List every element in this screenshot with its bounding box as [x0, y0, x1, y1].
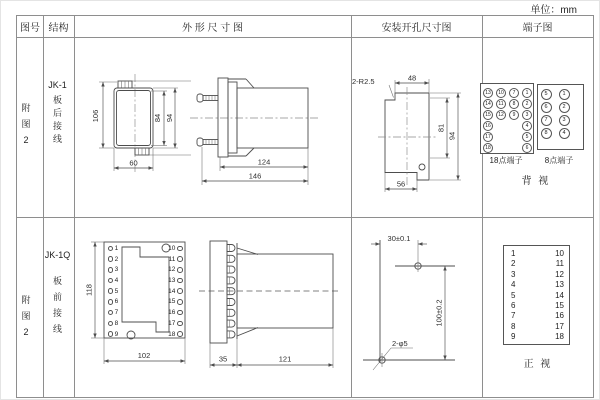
terminal-screw — [227, 331, 235, 338]
front-terminal-number: 6 — [114, 298, 119, 306]
dim-body-length: 121 — [278, 354, 292, 364]
terminal-number-right: 16 — [555, 311, 564, 321]
dim-case-inner-height: 84 — [153, 113, 162, 123]
front-terminal-right — [150, 297, 184, 308]
terminal-pin: 3 — [522, 110, 532, 120]
front-terminal-number: 5 — [114, 287, 119, 295]
terminal-row — [511, 291, 564, 301]
terminal-dot — [108, 331, 114, 337]
dim-case-height: 94 — [165, 113, 174, 123]
terminal-pin: 14 — [483, 99, 493, 109]
terminal-number-left: 8 — [511, 321, 516, 331]
row2-side-view-drawing — [195, 225, 345, 375]
terminal-dot — [177, 278, 183, 284]
terminal-screw — [227, 255, 235, 262]
terminal-block-8-label: 8点端子 — [544, 156, 574, 165]
terminal-dot — [108, 288, 114, 294]
header-fig-no: 图号 — [20, 23, 40, 34]
terminal-screw — [197, 94, 218, 102]
terminal-number-right: 18 — [555, 332, 564, 342]
terminal-pin: 13 — [483, 88, 493, 98]
front-terminal-number: 14 — [168, 287, 176, 295]
front-terminal-number: 11 — [168, 255, 176, 263]
front-terminal-right — [150, 254, 184, 265]
terminal-number-left: 3 — [511, 269, 516, 279]
terminal-dot — [177, 256, 183, 262]
terminal-number-right: 17 — [555, 321, 564, 331]
terminal-row — [511, 311, 564, 321]
dim-flange-depth: 35 — [218, 354, 228, 364]
terminal-screw — [227, 309, 235, 316]
row2-model: JK-1Q — [44, 250, 71, 260]
terminal-row — [511, 259, 564, 269]
terminal-screw — [227, 299, 235, 306]
terminal-dot — [177, 288, 183, 294]
terminal-dot — [177, 310, 183, 316]
terminal-dot — [177, 299, 183, 305]
terminal-pin: 15 — [483, 110, 493, 120]
front-terminal-number: 15 — [168, 298, 176, 306]
terminal-pin: 7 — [509, 88, 519, 98]
terminal-number-left: 1 — [511, 249, 516, 258]
front-terminal-left — [106, 254, 128, 265]
front-terminal-number: 2 — [114, 255, 119, 263]
terminal-pin: 17 — [483, 132, 493, 142]
column-divider — [74, 16, 75, 397]
terminal-block-8 — [537, 84, 584, 150]
row-divider — [17, 217, 593, 218]
front-terminal-number: 1 — [114, 244, 119, 252]
front-terminal-number: 4 — [114, 277, 119, 285]
terminal-block-18-label: 18点端子 — [489, 156, 523, 165]
front-terminal-number: 7 — [114, 309, 119, 317]
header-structure: 结构 — [48, 23, 69, 34]
terminal-dot — [177, 267, 183, 273]
dim-top-width: 48 — [407, 73, 417, 83]
terminal-dot — [108, 299, 114, 305]
row1-mounting-cutout-drawing — [340, 55, 478, 200]
front-terminal-number: 16 — [168, 309, 176, 317]
front-terminals-right — [150, 243, 184, 339]
terminal-pin: 5 — [541, 89, 552, 100]
terminal-pin: 4 — [522, 121, 532, 131]
front-terminal-number: 13 — [168, 277, 176, 285]
front-terminal-number: 12 — [168, 266, 176, 274]
terminal-number-left: 6 — [511, 300, 516, 310]
terminal-row — [511, 280, 564, 290]
front-terminal-left — [106, 329, 128, 340]
terminal-dot — [108, 256, 114, 262]
terminal-row — [511, 322, 564, 332]
terminal-dot — [108, 310, 114, 316]
front-terminal-right — [150, 318, 184, 329]
header-terminal-diagram: 端子图 — [522, 23, 553, 34]
terminal-row — [511, 270, 564, 280]
terminal-number-right: 15 — [555, 300, 564, 310]
terminal-number-right: 13 — [555, 280, 564, 290]
front-terminal-left — [106, 275, 128, 286]
terminal-screw — [227, 277, 235, 284]
terminal-pin: 8 — [541, 128, 552, 139]
terminal-pin: 12 — [496, 110, 506, 120]
dim-height: 94 — [447, 131, 457, 141]
dim-front-width: 60 — [129, 158, 138, 168]
front-terminal-number: 8 — [114, 319, 119, 327]
header-outline-dims: 外 形 尺 寸 图 — [181, 23, 244, 34]
front-terminal-right — [150, 264, 184, 275]
terminal-screw — [227, 320, 235, 327]
terminal-block-row2 — [503, 245, 570, 345]
front-terminal-right — [150, 307, 184, 318]
unit-label: 单位：mm — [530, 5, 577, 16]
row2-wiring: 板 前 接 线 — [52, 276, 62, 334]
dim-hole-spacing-h: 30±0.1 — [387, 234, 411, 243]
terminal-pin: 18 — [483, 143, 493, 153]
front-terminal-number: 18 — [168, 330, 176, 338]
terminal-block-18 — [480, 83, 534, 154]
column-divider — [43, 16, 44, 397]
terminal-dot — [108, 246, 114, 252]
terminal-dot — [177, 246, 183, 252]
terminal-row — [511, 332, 564, 342]
terminal-pin: 6 — [522, 143, 532, 153]
terminal-pin: 4 — [559, 128, 570, 139]
dim-front-width: 102 — [137, 351, 151, 360]
row1-view-label: 背 视 — [521, 176, 551, 187]
row2-view-label: 正 视 — [523, 359, 553, 370]
dim-total-length: 146 — [248, 171, 262, 181]
corner-radius-label: 2-R2.5 — [352, 77, 375, 86]
terminal-screw — [227, 245, 235, 252]
terminal-dot — [177, 321, 183, 327]
terminal-dot — [108, 278, 114, 284]
front-terminal-number: 3 — [114, 266, 119, 274]
dim-hole-spacing-v: 100±0.2 — [434, 299, 444, 327]
terminal-row — [511, 249, 564, 259]
front-terminals-left — [106, 243, 128, 339]
front-terminal-right — [150, 329, 184, 340]
terminal-pin: 6 — [541, 102, 552, 113]
terminal-pin: 9 — [509, 110, 519, 120]
row1-side-view-drawing — [190, 60, 325, 190]
front-terminal-right — [150, 275, 184, 286]
terminal-pin: 2 — [522, 99, 532, 109]
row2-mounting-holes-drawing — [355, 220, 481, 400]
front-terminal-right — [150, 243, 184, 254]
terminal-pin: 1 — [559, 89, 570, 100]
header-mounting-dims: 安装开孔尺寸图 — [381, 23, 452, 34]
dim-bottom-width: 56 — [396, 179, 406, 189]
front-terminal-left — [106, 318, 128, 329]
row1-fig-label: 附 图 2 — [21, 103, 31, 145]
front-terminal-number: 9 — [114, 330, 119, 338]
terminal-pin: 1 — [522, 88, 532, 98]
dim-body-length: 124 — [257, 157, 271, 167]
front-terminal-left — [106, 264, 128, 275]
terminal-pin: 2 — [559, 102, 570, 113]
terminal-number-right: 10 — [555, 249, 564, 258]
terminal-pin: 3 — [559, 115, 570, 126]
terminal-number-left: 7 — [511, 311, 516, 321]
terminal-pin: 7 — [541, 115, 552, 126]
front-terminal-number: 10 — [168, 244, 176, 252]
terminal-screw — [197, 138, 218, 146]
front-terminal-number: 17 — [168, 319, 176, 327]
terminal-pin: 10 — [496, 88, 506, 98]
terminal-pin: 5 — [522, 132, 532, 142]
row1-front-view-drawing — [85, 70, 195, 182]
header-divider — [17, 37, 593, 38]
row1-wiring: 板 后 接 线 — [52, 95, 62, 144]
terminal-row — [511, 301, 564, 311]
row1-model: JK-1 — [48, 80, 67, 90]
terminal-screw — [227, 266, 235, 273]
terminal-number-left: 5 — [511, 290, 516, 300]
terminal-number-left: 2 — [511, 259, 516, 269]
terminal-pin: 8 — [509, 99, 519, 109]
front-terminal-left — [106, 286, 128, 297]
column-divider — [482, 16, 483, 397]
row2-fig-label: 附 图 2 — [21, 295, 31, 337]
terminal-number-right: 14 — [555, 290, 564, 300]
terminal-number-left: 9 — [511, 332, 516, 342]
hole-diameter-label: 2-φ5 — [392, 339, 408, 348]
terminal-number-right: 11 — [555, 259, 564, 269]
front-terminal-left — [106, 297, 128, 308]
terminal-pin: 11 — [496, 99, 506, 109]
terminal-number-right: 12 — [555, 269, 564, 279]
terminal-pin: 16 — [483, 121, 493, 131]
dim-front-height: 118 — [84, 284, 94, 296]
terminal-dot — [177, 331, 183, 337]
terminal-dot — [108, 267, 114, 273]
terminal-number-left: 4 — [511, 280, 516, 290]
front-terminal-left — [106, 307, 128, 318]
dim-front-height: 106 — [91, 109, 100, 123]
front-terminal-right — [150, 286, 184, 297]
terminal-dot — [108, 321, 114, 327]
dim-inner-height: 81 — [436, 123, 446, 133]
front-terminal-left — [106, 243, 128, 254]
